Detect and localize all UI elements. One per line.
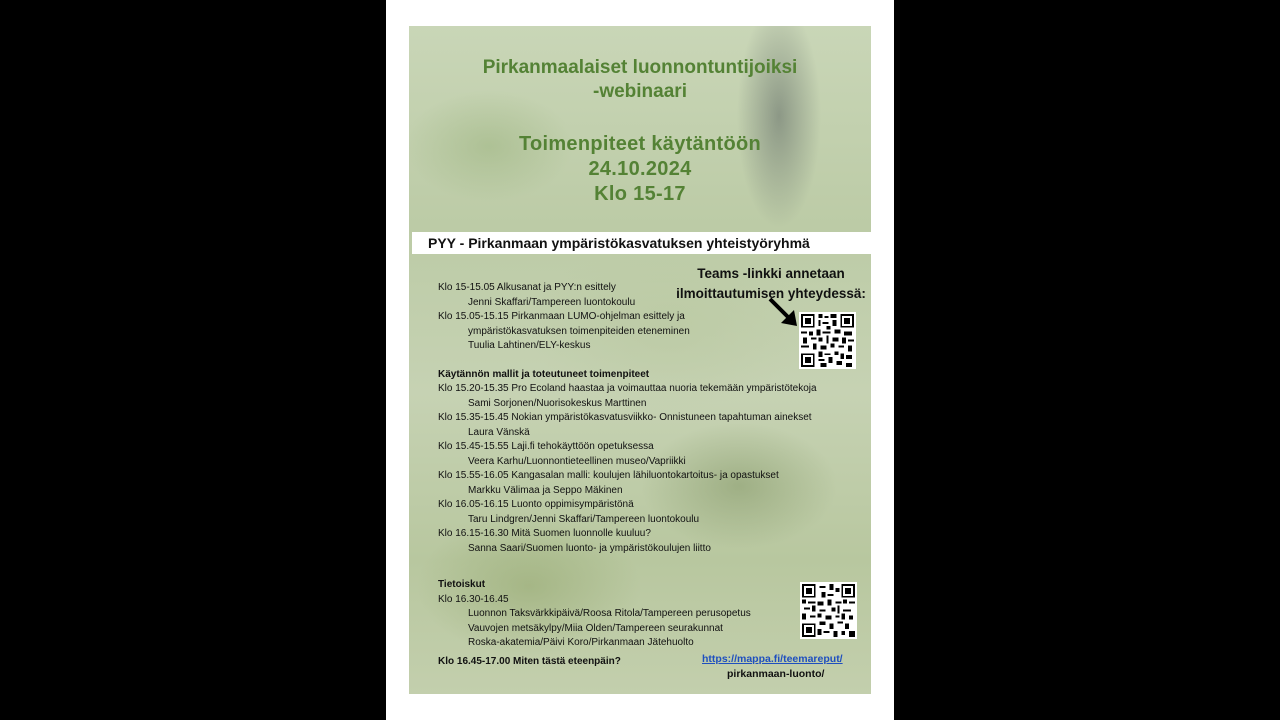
teams-note-line-2: ilmoittautumisen yhteydessä: <box>676 286 866 301</box>
agenda-item-6 <box>438 469 817 498</box>
organizer-banner <box>412 232 871 254</box>
subtitle-line-1: Toimenpiteet käytäntöön <box>518 133 762 155</box>
agenda-time: Klo 15-15.05 Alkusanat ja PYY:n esittely <box>438 282 616 293</box>
agenda-time: Klo 15.45-15.55 Laji.fi tehokäyttöön opetuksessa <box>438 441 654 452</box>
agenda-item-1 <box>438 281 817 310</box>
agenda-speaker: Veera Karhu/Luonnontieteellinen museo/Vapriikki <box>468 455 686 467</box>
event-date: 24.10.2024 <box>588 158 692 180</box>
agenda-item-3 <box>438 382 817 411</box>
tietoisku-item: Vauvojen metsäkylpy/Miia Olden/Tampereen seurakunnat <box>468 622 723 634</box>
tietoisku-item: Luonnon Taksvärkkipäivä/Roosa Ritola/Tampereen perusopetus <box>468 608 751 619</box>
agenda-description: ympäristökasvatuksen toimenpiteiden eteneminen <box>468 325 690 337</box>
qr-code-icon[interactable] <box>800 582 857 639</box>
tietoiskut-time: Klo 16.30-16.45 <box>438 593 509 605</box>
title-line-1: Pirkanmaalaiset luonnontuntijoiksi <box>482 57 798 78</box>
organizer-name: PYY - Pirkanmaan ympäristökasvatuksen yhteistyöryhmä <box>428 235 810 251</box>
tietoisku-item: Roska-akatemia/Päivi Koro/Pirkanmaan Jätehuolto <box>468 637 694 648</box>
agenda-item-7 <box>438 498 817 527</box>
agenda-time: Klo 15.35-15.45 Nokian ympäristökasvatusviikko- Onnistuneen tapahtuman ainekset <box>438 412 812 423</box>
closing-session: Klo 16.45-17.00 Miten tästä eteenpäin? <box>438 656 621 667</box>
agenda-time: Klo 16.05-16.15 Luonto oppimisympäristönä <box>438 499 634 510</box>
section-heading-practical-models: Käytännön mallit ja toteutuneet toimenpiteet <box>438 368 650 380</box>
agenda-item-8 <box>438 527 817 556</box>
agenda-speaker: Sanna Saari/Suomen luonto- ja ympäristökoulujen liitto <box>468 542 711 554</box>
agenda-time: Klo 16.15-16.30 Mitä Suomen luonnolle kuuluu? <box>438 528 651 539</box>
agenda-item-4 <box>438 411 817 440</box>
poster-subtitle <box>409 132 871 207</box>
agenda-speaker: Sami Sorjonen/Nuorisokeskus Marttinen <box>468 397 647 409</box>
mappa-link-continued[interactable]: pirkanmaan-luonto/ <box>727 668 825 680</box>
agenda-time: Klo 15.05-15.15 Pirkanmaan LUMO-ohjelman esittely ja <box>438 311 685 322</box>
agenda-time: Klo 15.55-16.05 Kangasalan malli: koulujen lähiluontokartoitus- ja opastukset <box>438 470 779 481</box>
agenda-item-2 <box>438 310 817 354</box>
agenda-speaker: Taru Lindgren/Jenni Skaffari/Tampereen luontokoulu <box>468 513 700 525</box>
title-line-2: -webinaari <box>593 81 687 102</box>
agenda-speaker: Markku Välimaa ja Seppo Mäkinen <box>468 484 623 496</box>
agenda-item-5 <box>438 440 817 469</box>
agenda-speaker: Jenni Skaffari/Tampereen luontokoulu <box>468 296 636 308</box>
agenda-time: Klo 15.20-15.35 Pro Ecoland haastaa ja voimauttaa nuoria tekemään ympäristötekoja <box>438 383 817 394</box>
poster-title <box>409 56 871 104</box>
mappa-link[interactable]: https://mappa.fi/teemareput/ <box>702 653 843 665</box>
agenda-speaker: Tuulia Lahtinen/ELY-keskus <box>468 340 591 351</box>
section-heading-tietoiskut: Tietoiskut <box>438 579 486 590</box>
agenda <box>438 281 817 651</box>
webinar-poster <box>409 26 871 694</box>
event-time: Klo 15-17 <box>594 183 686 205</box>
teams-note-line-1: Teams -linkki annetaan <box>697 266 845 281</box>
agenda-speaker: Laura Vänskä <box>468 426 530 438</box>
